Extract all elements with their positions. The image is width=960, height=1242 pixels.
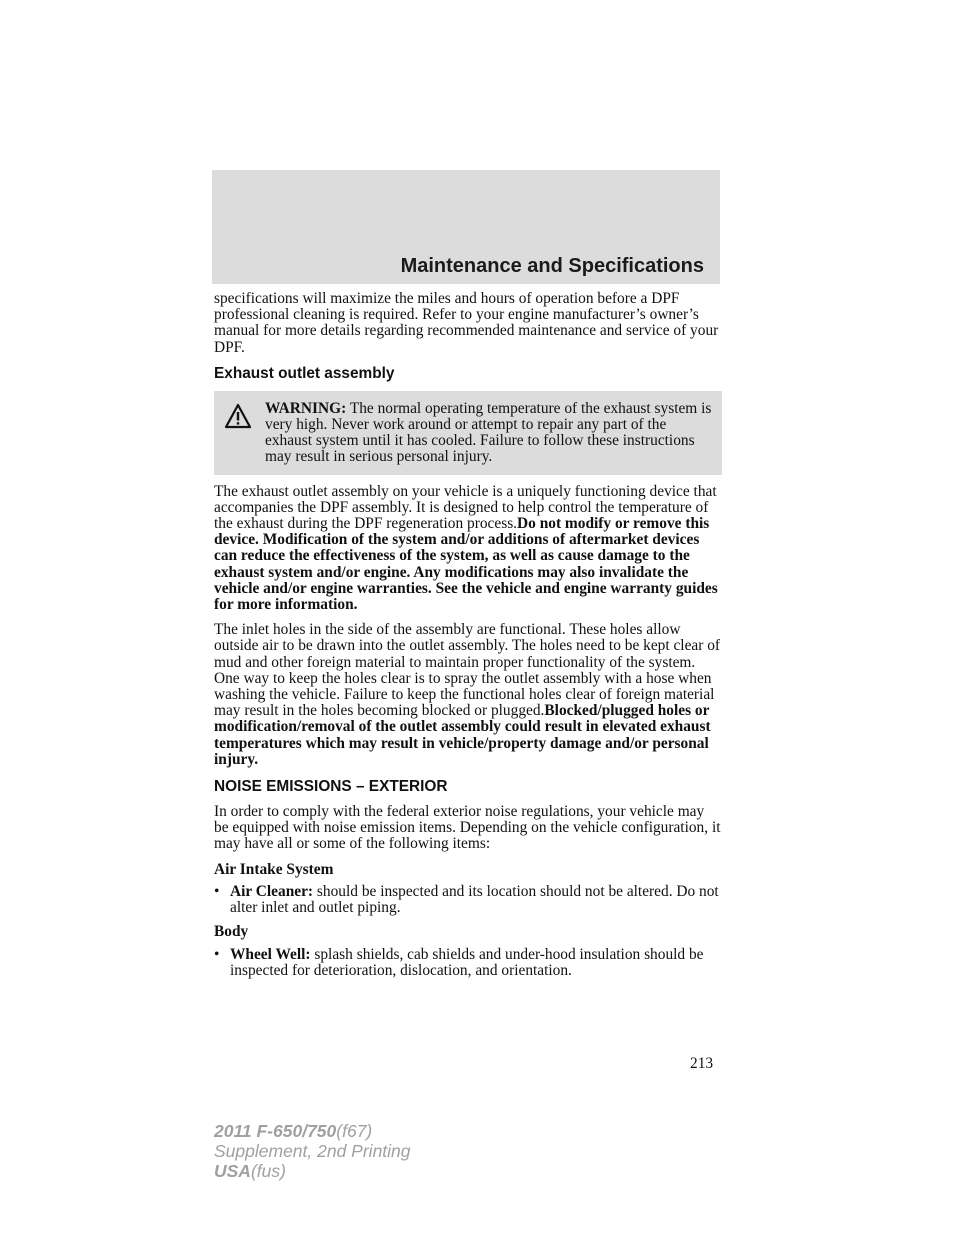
footer-line-1 — [214, 1121, 411, 1141]
exhaust-paragraph-2-text: The inlet holes in the side of the assembly are functional. These holes allow outside air to be drawn into the outlet assembly. The holes need to be kept clear of mud and other foreign material to maintain proper functionality of the system. One way to keep the holes clear is to spray the outlet assembly with a hose when washing the vehicle. Failure to keep the functional holes clear of foreign material may result in the holes becoming blocked or plugged. — [214, 621, 721, 720]
exhaust-paragraph-2 — [214, 622, 722, 768]
warning-label: WARNING: — [265, 399, 347, 417]
list-item-wheel-well — [214, 947, 722, 979]
bullet-mark: • — [214, 945, 220, 963]
group-title-body: Body — [214, 923, 249, 941]
footer-line-3 — [214, 1161, 411, 1181]
footer-line-2: Supplement, 2nd Printing — [214, 1141, 411, 1161]
warning-text: The normal operating temperature of the exhaust system is very high. Never work around or attempt to repair any part of the exhaust system until it has cooled. Failure to follow these instructions may result in serious personal injury. — [265, 399, 712, 466]
footer-model: 2011 F-650/750 — [214, 1121, 337, 1141]
group-title-air-intake: Air Intake System — [214, 860, 334, 878]
item-label-wheel-well: Wheel Well: — [230, 945, 311, 963]
exhaust-paragraph-1-bold: Do not modify or remove this device. Modification of the system and/or additions of aftermarket devices can reduce the effectiveness of the system, as well as cause damage to the exhaust system and/or engine. Any modifications may also invalidate the vehicle and/or engine warranties. See the vehicle and engine warranty guides for more information. — [214, 515, 718, 614]
footer-market-code: (fus) — [250, 1161, 286, 1181]
item-text-wheel-well: splash shields, cab shields and under-hood insulation should be inspected for deterioration, dislocation, and orientation. — [230, 945, 704, 979]
page-content — [214, 291, 722, 987]
exhaust-paragraph-2-bold: Blocked/plugged holes or modification/removal of the outlet assembly could result in elevated exhaust temperatures which may result in vehicle/property damage and/or personal injury. — [214, 702, 711, 768]
list-item-air-cleaner — [214, 884, 722, 916]
item-text-air-cleaner: should be inspected and its location should not be altered. Do not alter inlet and outlet piping. — [230, 882, 719, 917]
section-title: Maintenance and Specifications — [400, 255, 704, 277]
footer-model-code: (f67) — [336, 1121, 373, 1141]
exhaust-paragraph-1-text: The exhaust outlet assembly on your vehicle is a uniquely functioning device that accompanies the DPF assembly. It is designed to help control the temperature of the exhaust during the DPF regeneration process. — [214, 482, 717, 533]
intro-paragraph: specifications will maximize the miles and hours of operation before a DPF professional cleaning is required. Refer to your engine manufacturer’s owner’s manual for more details regarding recommended maintenance and service of your DPF. — [214, 290, 719, 356]
page-number: 213 — [690, 1055, 714, 1072]
footer-market: USA — [214, 1161, 251, 1181]
warning-box — [214, 391, 722, 475]
warning-content — [218, 401, 714, 466]
warning-triangle-icon — [224, 403, 252, 429]
noise-emissions-heading: NOISE EMISSIONS – EXTERIOR — [214, 778, 448, 796]
item-label-air-cleaner: Air Cleaner: — [230, 882, 314, 900]
exhaust-paragraph-1 — [214, 484, 722, 614]
section-header-band — [212, 170, 720, 284]
print-footer — [214, 1121, 411, 1181]
bullet-mark: • — [214, 882, 220, 900]
noise-intro-paragraph: In order to comply with the federal exterior noise regulations, your vehicle may be equipped with noise emission items. Depending on the vehicle configuration, it may have all or some of the following items: — [214, 803, 721, 853]
exhaust-outlet-heading: Exhaust outlet assembly — [214, 364, 395, 382]
